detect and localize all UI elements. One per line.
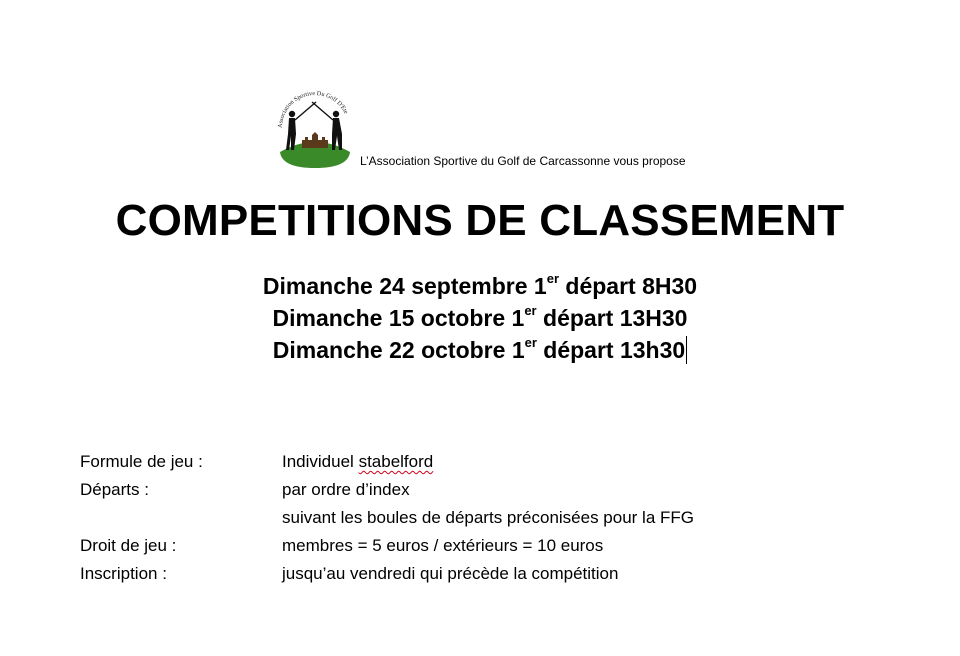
inscription-label: Inscription :: [80, 564, 167, 583]
golf-association-logo: [272, 82, 358, 168]
competition-info: [80, 448, 694, 588]
info-row-departs: [80, 476, 694, 504]
date-line-3: Dimanche 22 octobre 1er départ 13h30: [272, 335, 686, 363]
logo-arc-text: Association Sportive Du Golf D'Ete: [276, 89, 350, 129]
intro-text: L’Association Sportive du Golf de Carcassonne vous propose: [360, 154, 686, 168]
departs-value-1: par ordre d’index: [282, 480, 410, 499]
info-row-departs-2: [80, 504, 694, 532]
formule-label: Formule de jeu :: [80, 452, 203, 471]
text-cursor: [686, 336, 687, 364]
date-line-1: Dimanche 24 septembre 1er départ 8H30: [262, 271, 698, 299]
departs-value-2: suivant les boules de départs préconisées pour la FFG: [282, 508, 695, 527]
inscription-value: jusqu’au vendredi qui précède la compétition: [282, 564, 619, 583]
info-row-droit: [80, 532, 694, 560]
info-row-formule: [80, 448, 694, 476]
competition-dates: [0, 270, 960, 366]
spellcheck-word: stabelford: [358, 452, 434, 471]
date-line-2: Dimanche 15 octobre 1er départ 13H30: [272, 303, 688, 331]
info-row-inscription: [80, 560, 694, 588]
droit-label: Droit de jeu :: [80, 536, 177, 555]
page-title: COMPETITIONS DE CLASSEMENT: [115, 196, 845, 245]
departs-label: Départs :: [80, 480, 149, 499]
droit-value: membres = 5 euros / extérieurs = 10 euros: [282, 536, 604, 555]
formule-value: Individuel stabelford: [282, 452, 434, 471]
